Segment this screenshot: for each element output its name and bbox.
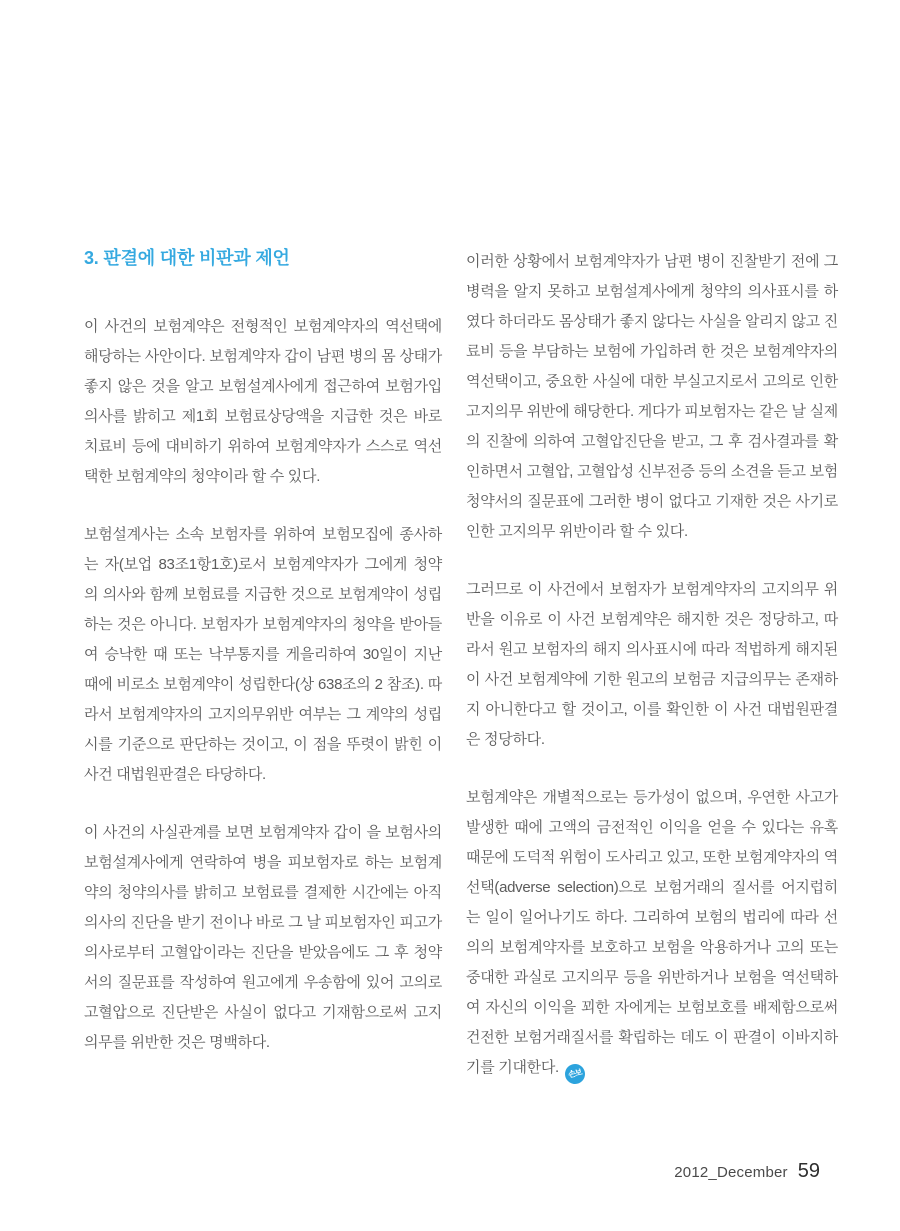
right-paragraph-1: 이러한 상황에서 보험계약자가 남편 병이 진찰받기 전에 그 병력을 알지 못하고 보험설계사에게 청약의 의사표시를 하였다 하더라도 몸상태가 좋지 않다는 사실을 알리지 않고 진료비 등을 부담하는 보험에 가입하려 한 것은 보험계약자의 역선택이고, 중요한 사실에 대한 부실고지로서 고의로 인한 고지의무 위반에 해당한다. 게다가 피보험자는 같은 날 실제의 진찰에 의하여 고혈압진단을 받고, 그 후 검사결과를 확인하면서 고혈압, 고혈압성 신부전증 등의 소견을 듣고 보험청약서의 질문표에 그러한 병이 없다고 기재한 것은 사기로 인한 고지의무 위반이라 할 수 있다. xyxy=(466,253,838,540)
right-paragraph-3 xyxy=(466,783,838,1084)
issue-date: 2012_December xyxy=(674,1164,788,1181)
left-paragraph-3: 이 사건의 사실관계를 보면 보험계약자 갑이 을 보험사의 보험설계사에게 연락하여 병을 피보험자로 하는 보험계약의 청약의사를 밝히고 보험료를 결제한 시간에는 아직 의사의 진단을 받기 전이나 바로 그 날 피보험자인 피고가 의사로부터 고혈압이라는 진단을 받았음에도 그 후 청약서의 질문표를 작성하여 원고에게 우송함에 있어 고의로 고혈압으로 진단받은 사실이 없다고 기재함으로써 고지의무를 위반한 것은 명백하다. xyxy=(84,824,442,1051)
end-mark-label: 손보 xyxy=(567,1067,583,1080)
right-column xyxy=(466,247,838,1084)
right-paragraph-2: 그러므로 이 사건에서 보험자가 보험계약자의 고지의무 위반을 이유로 이 사건 보험계약은 해지한 것은 정당하고, 따라서 원고 보험자의 해지 의사표시에 따라 적법하게 해지된 이 사건 보험계약에 기한 원고의 보험금 지급의무는 존재하지 아니한다고 할 것이고, 이를 확인한 이 사건 대법원판결은 정당하다. xyxy=(466,581,838,748)
publisher-end-mark-icon xyxy=(563,1062,587,1086)
left-paragraph-2: 보험설계사는 소속 보험자를 위하여 보험모집에 종사하는 자(보업 83조1항1호)로서 보험계약자가 그에게 청약의 의사와 함께 보험료를 지급한 것으로 보험계약이 성립하는 것은 아니다. 보험자가 보험계약자의 청약을 받아들여 승낙한 때 또는 낙부통지를 게을리하여 30일이 지난 때에 비로소 보험계약이 성립한다(상 638조의 2 참조). 따라서 보험계약자의 고지의무위반 여부는 그 계약의 성립시를 기준으로 판단하는 것이고, 이 점을 뚜렷이 밝힌 이 사건 대법원판결은 타당하다. xyxy=(84,526,442,783)
page-number: 59 xyxy=(797,1160,820,1182)
right-paragraph-3-text: 보험계약은 개별적으로는 등가성이 없으며, 우연한 사고가 발생한 때에 고액의 금전적인 이익을 얻을 수 있다는 유혹 때문에 도덕적 위험이 도사리고 있고, 또한 보험계약자의 역선택(adverse selection)으로 보험거래의 질서를 어지럽히는 일이 일어나기도 하다. 그리하여 보험의 법리에 따라 선의의 보험계약자를 보호하고 보험을 악용하거나 고의 또는 중대한 과실로 고지의무 등을 위반하거나 보험을 역선택하여 자신의 이익을 꾀한 자에게는 보험보호를 배제함으로써 건전한 보험거래질서를 확립하는 데도 이 판결이 이바지하기를 기대한다. xyxy=(466,789,838,1076)
page-footer xyxy=(674,1160,820,1183)
left-paragraph-1: 이 사건의 보험계약은 전형적인 보험계약자의 역선택에 해당하는 사안이다. 보험계약자 갑이 남편 병의 몸 상태가 좋지 않은 것을 알고 보험설계사에게 접근하여 보험가입 의사를 밝히고 제1회 보험료상당액을 지급한 것은 바로 치료비 등에 대비하기 위하여 보험계약자가 스스로 역선택한 보험계약의 청약이라 할 수 있다. xyxy=(84,318,442,485)
section-heading: 3. 판결에 대한 비판과 제언 xyxy=(84,248,290,268)
left-column xyxy=(84,244,442,1058)
